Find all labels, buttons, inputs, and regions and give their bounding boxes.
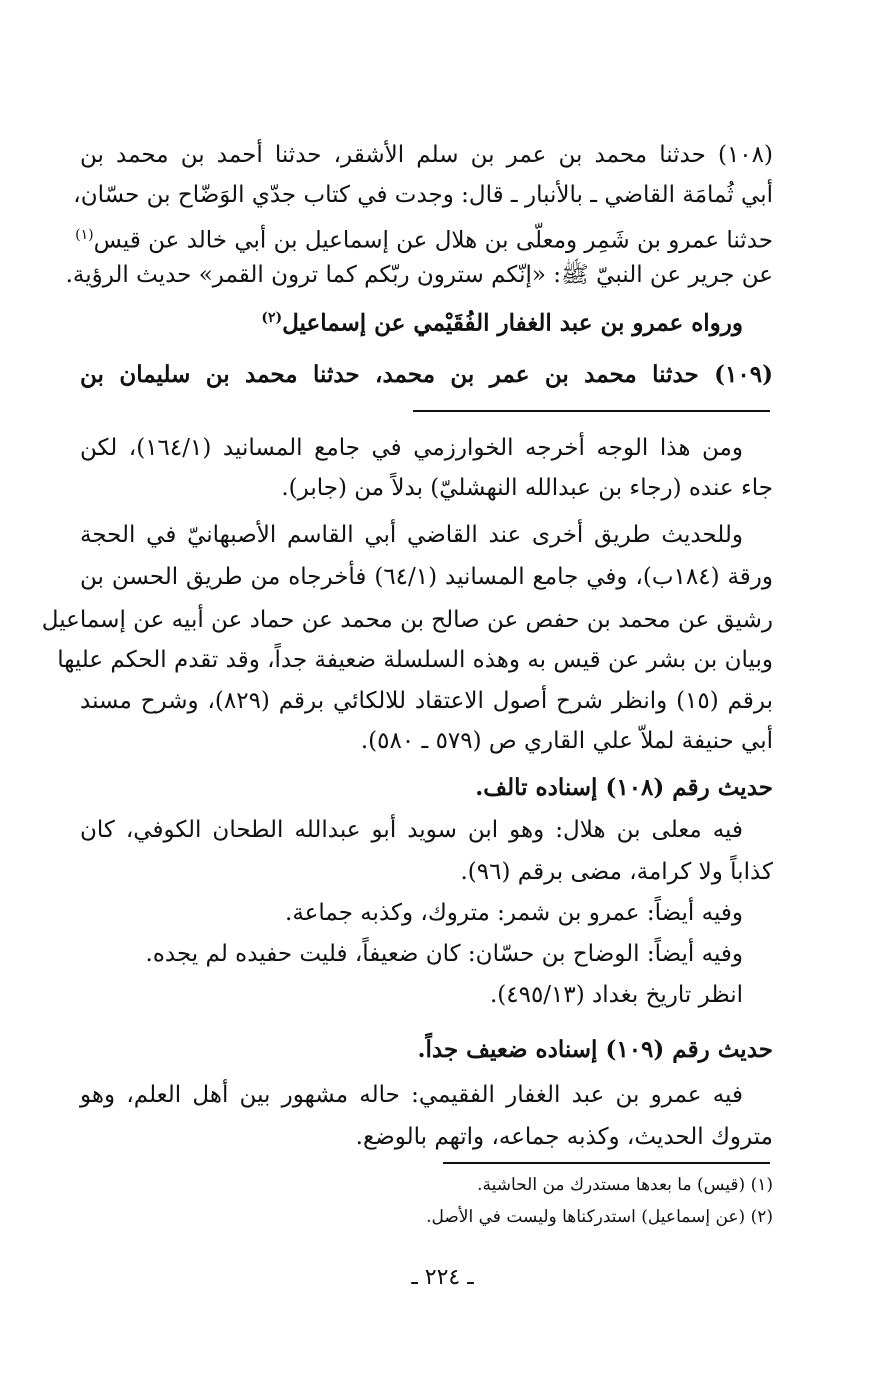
footnote-ref-2: (٢) [261, 310, 283, 326]
commentary-line-5: رشيق عن محمد بن حفص عن صالح بن محمد عن حماد عن أبيه عن إسماعيل [41, 607, 773, 633]
commentary-line-11: وفيه أيضاً: عمرو بن شمر: متروك، وكذبه جماعة. [285, 900, 743, 926]
commentary-line-4: ورقة (١٨٤ب)، وفي جامع المسانيد (٦٤/١) فأخرجاه من طريق الحسن بن [80, 564, 773, 590]
commentary-line-14: فيه عمرو بن عبد الغفار الفقيمي: حاله مشهور بين أهل العلم، وهو [80, 1082, 743, 1108]
heading-hadith-109: حديث رقم (١٠٩) إسناده ضعيف جداً. [417, 1036, 773, 1063]
heading-hadith-108: حديث رقم (١٠٨) إسناده تالف. [475, 774, 773, 801]
commentary-line-7: برقم (١٥) وانظر شرح أصول الاعتقاد للالكائي برقم (٨٢٩)، وشرح مسند [80, 688, 773, 714]
commentary-line-10: كذاباً ولا كرامة، مضى برقم (٩٦). [460, 859, 773, 885]
hadith-108-line-3-text: حدثنا عمرو بن شَمِر ومعلّى بن هلال عن إسماعيل بن أبي خالد عن قيس [93, 227, 773, 254]
footnote-separator [443, 1162, 770, 1164]
hadith-108-line-1: (١٠٨) حدثنا محمد بن عمر بن سلم الأشقر، حدثنا أحمد بن محمد بن [80, 142, 773, 168]
commentary-separator [413, 410, 770, 412]
footnote-1: (١) (قيس) ما بعدها مستدرك من الحاشية. [477, 1175, 773, 1195]
commentary-line-8: أبي حنيفة لملاّ علي القاري ص (٥٧٩ ـ ٥٨٠). [360, 728, 773, 754]
commentary-line-9: فيه معلى بن هلال: وهو ابن سويد أبو عبدالله الطحان الكوفي، كان [80, 817, 743, 843]
commentary-line-15: متروك الحديث، وكذبه جماعه، واتهم بالوضع. [355, 1124, 773, 1150]
hadith-109-line-1: (١٠٩) حدثنا محمد بن عمر بن محمد، حدثنا محمد بن سليمان بن [80, 361, 773, 388]
hadith-108-line-5 [80, 298, 743, 344]
commentary-line-12: وفيه أيضاً: الوضاح بن حسّان: كان ضعيفاً، فليت حفيده لم يجده. [145, 941, 743, 967]
commentary-line-2: جاء عنده (رجاء بن عبدالله النهشليّ) بدلاً من (جابر). [281, 475, 773, 501]
footnote-ref-1: (١) [75, 227, 94, 243]
commentary-line-3: وللحديث طريق أخرى عند القاضي أبي القاسم الأصبهانيّ في الحجة [80, 522, 743, 548]
hadith-108-line-4: عن جرير عن النبيّ ﷺ: «إنّكم سترون ربّكم كما ترون القمر» حديث الرؤية. [65, 262, 773, 288]
hadith-108-line-5-text: ورواه عمرو بن عبد الغفار الفُقَيْمي عن إسماعيل [282, 309, 743, 337]
commentary-line-13: انظر تاريخ بغداد (٤٩٥/١٣). [489, 982, 743, 1008]
hadith-108-line-2: أبي ثُمامَة القاضي ـ بالأنبار ـ قال: وجدت في كتاب جدّي الوَضّاح بن حسّان، [73, 182, 773, 208]
commentary-line-1: ومن هذا الوجه أخرجه الخوارزمي في جامع المسانيد (١٦٤/١)، لكن [80, 435, 743, 461]
hadith-108-line-3 [75, 215, 773, 261]
footnote-2: (٢) (عن إسماعيل) استدركناها وليست في الأصل. [426, 1207, 773, 1227]
page-number: ـ ٢٢٤ ـ [411, 1265, 474, 1290]
commentary-line-6: وبيان بن بشر عن قيس به وهذه السلسلة ضعيفة جداً، وقد تقدم الحكم عليها [57, 647, 773, 673]
